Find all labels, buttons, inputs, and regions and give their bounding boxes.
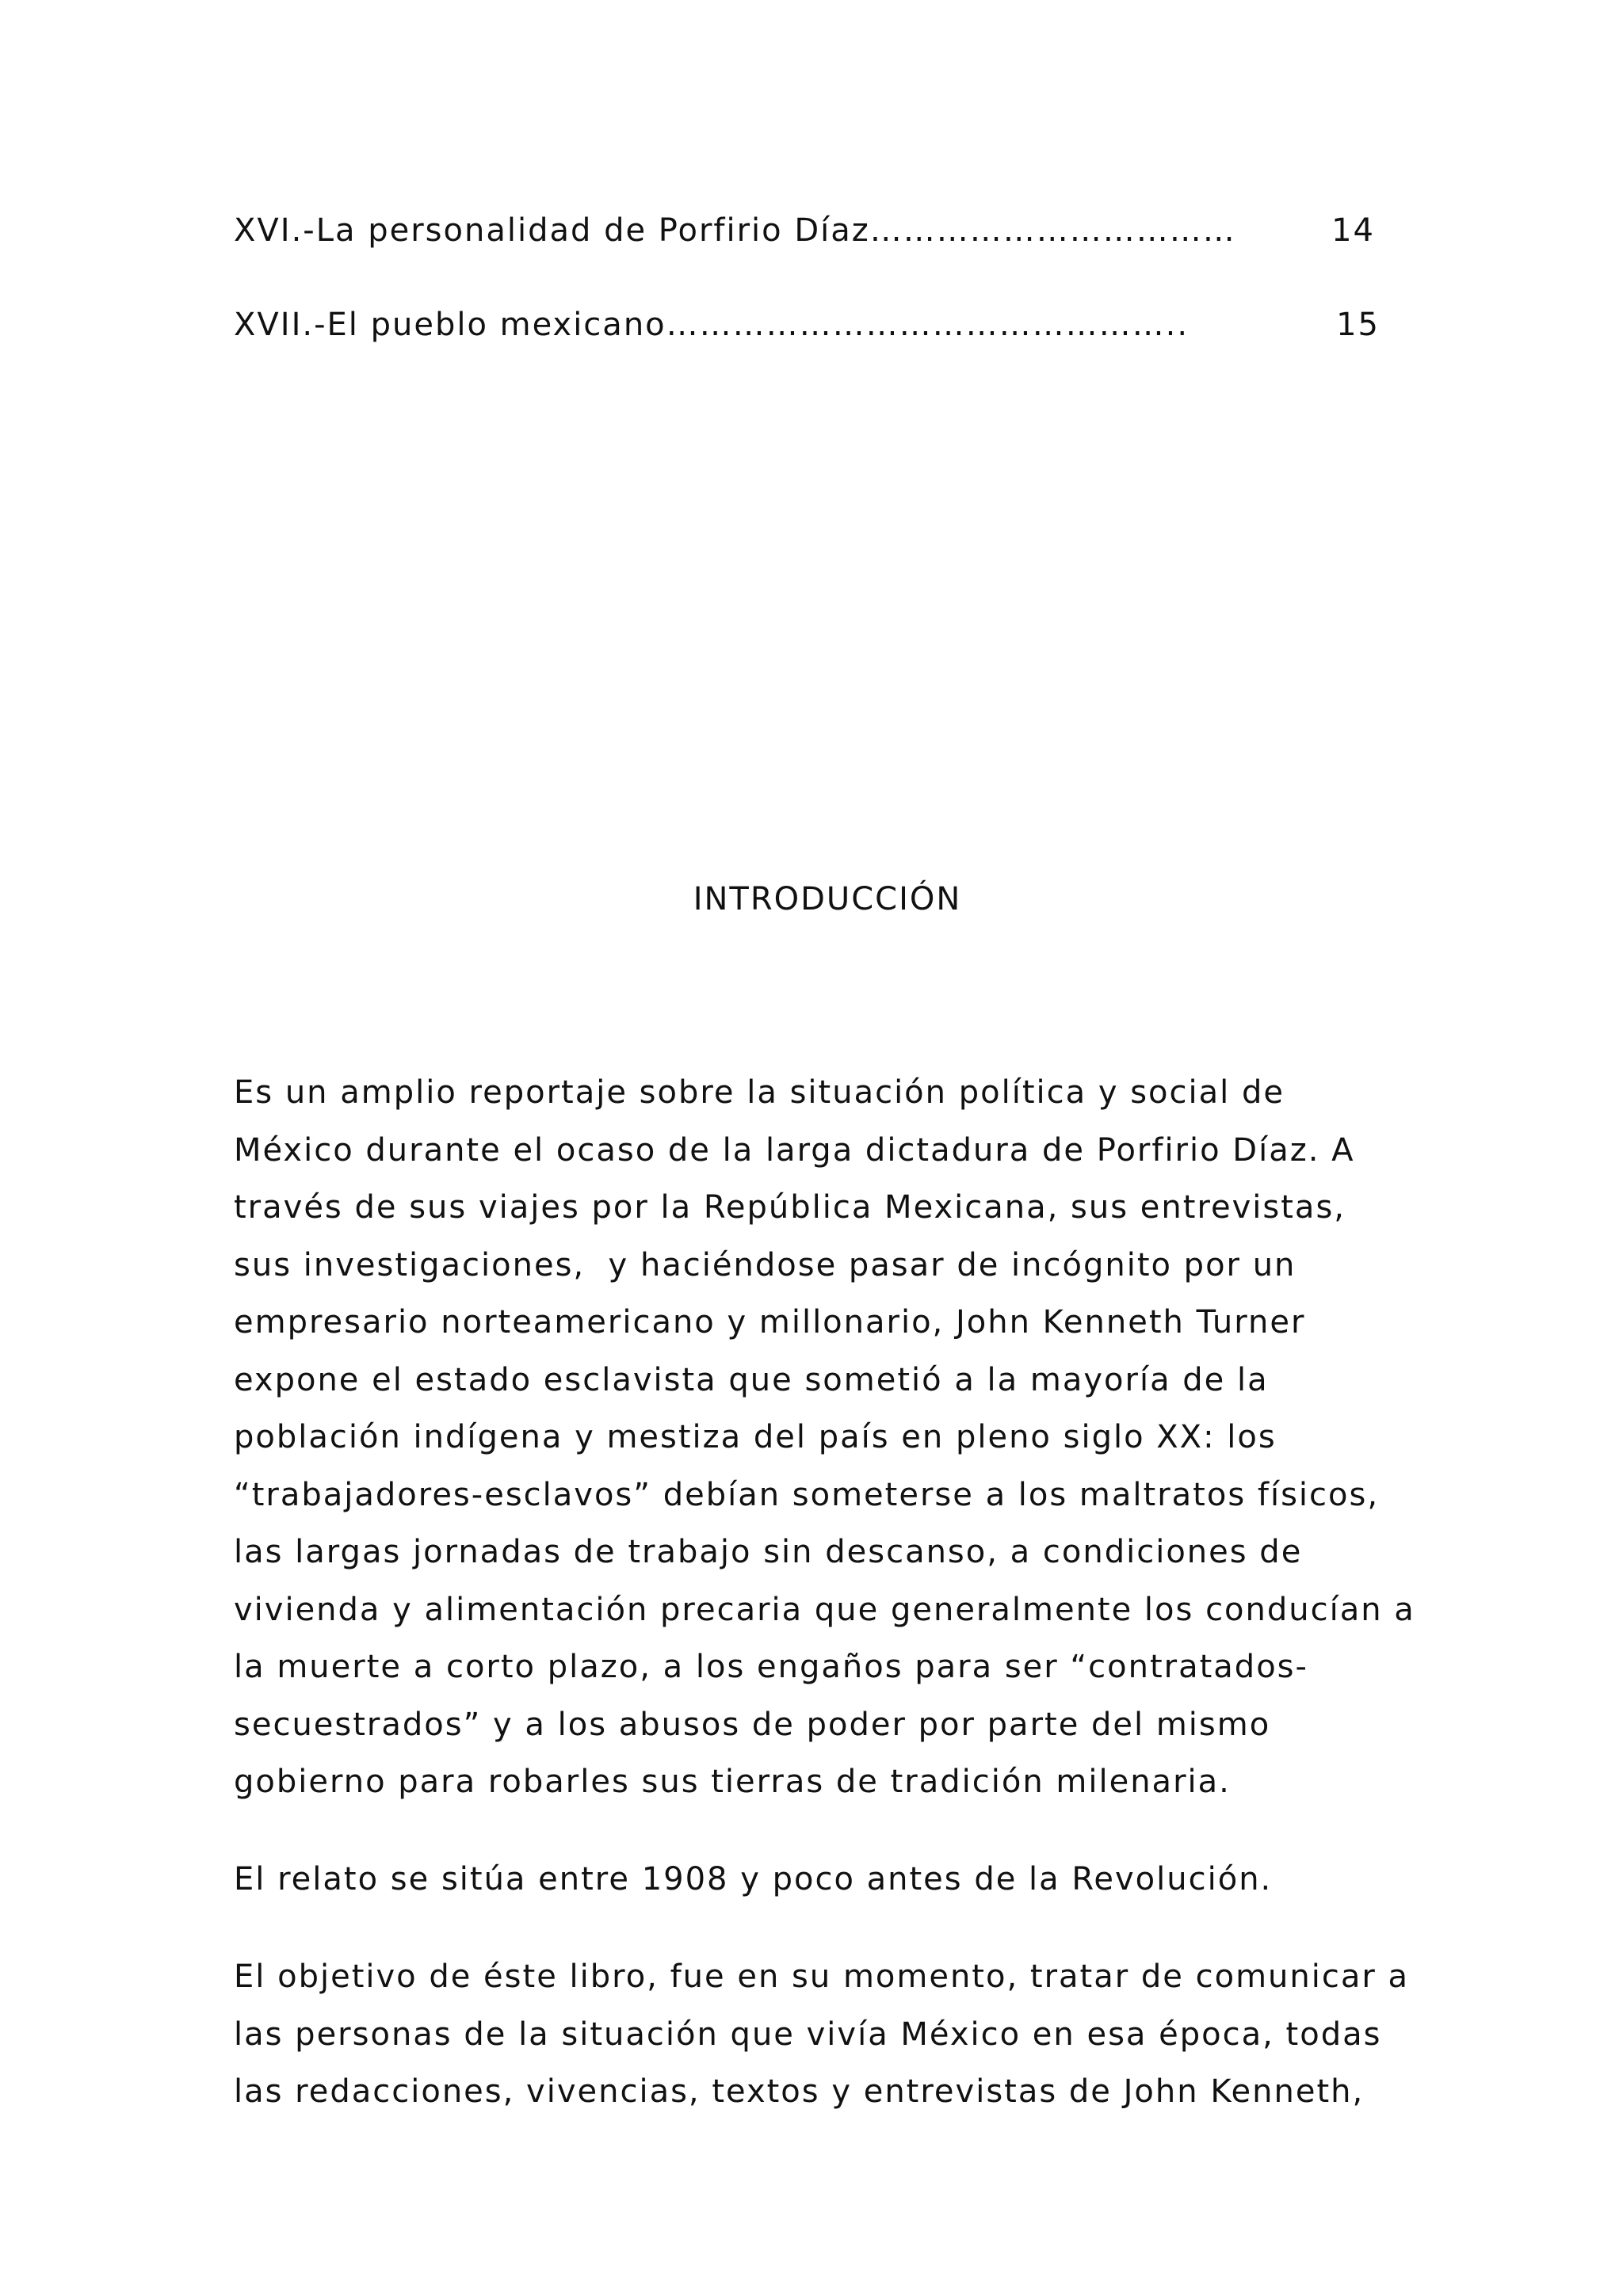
paragraph-line: gobierno para robarles sus tierras de tradición milenaria. (234, 1764, 1231, 1800)
toc-entry (234, 307, 1380, 351)
paragraph-line: la muerte a corto plazo, a los engaños para ser “contratados- (234, 1649, 1308, 1685)
toc-entry-title: XVII.-El pueblo mexicano……………………………………….. (234, 307, 1190, 343)
paragraph-line: El objetivo de éste libro, fue en su momento, tratar de comunicar a (234, 1958, 1410, 1995)
paragraph-line: secuestrados” y a los abusos de poder por parte del mismo (234, 1706, 1271, 1743)
toc-entry-page-number: 15 (1336, 307, 1380, 343)
paragraph-line: expone el estado esclavista que sometió a la mayoría de la (234, 1361, 1269, 1398)
section-heading: INTRODUCCIÓN (693, 881, 962, 917)
toc-entry (234, 212, 1375, 257)
paragraph-line: empresario norteamericano y millonario, John Kenneth Turner (234, 1304, 1306, 1341)
paragraph-line: población indígena y mestiza del país en pleno siglo XX: los (234, 1419, 1277, 1455)
paragraph-line: sus investigaciones, y haciéndose pasar de incógnito por un (234, 1246, 1296, 1283)
paragraph-line: México durante el ocaso de la larga dictadura de Porfirio Díaz. A (234, 1131, 1355, 1169)
paragraph-line: Es un amplio reportaje sobre la situación política y social de (234, 1074, 1285, 1111)
paragraph-line: las largas jornadas de trabajo sin descanso, a condiciones de (234, 1534, 1303, 1570)
paragraph-line: través de sus viajes por la República Mexicana, sus entrevistas, (234, 1189, 1346, 1226)
paragraph-line: las redacciones, vivencias, textos y entrevistas de John Kenneth, (234, 2073, 1365, 2110)
paragraph-line: El relato se sitúa entre 1908 y poco antes de la Revolución. (234, 1861, 1273, 1897)
paragraph (234, 1064, 1423, 1811)
paragraph-line: “trabajadores-esclavos” debían someterse a los maltratos físicos, (234, 1476, 1380, 1513)
paragraph (234, 1851, 1423, 1909)
toc-entry-page-number: 14 (1331, 212, 1375, 249)
toc-entry-title: XVI.-La personalidad de Porfirio Díaz…………………………… (234, 212, 1236, 249)
paragraph-line: las personas de la situación que vivía México en esa época, todas (234, 2016, 1382, 2053)
paragraph (234, 1948, 1423, 2121)
paragraph-line: vivienda y alimentación precaria que generalmente los conducían a (234, 1591, 1415, 1628)
